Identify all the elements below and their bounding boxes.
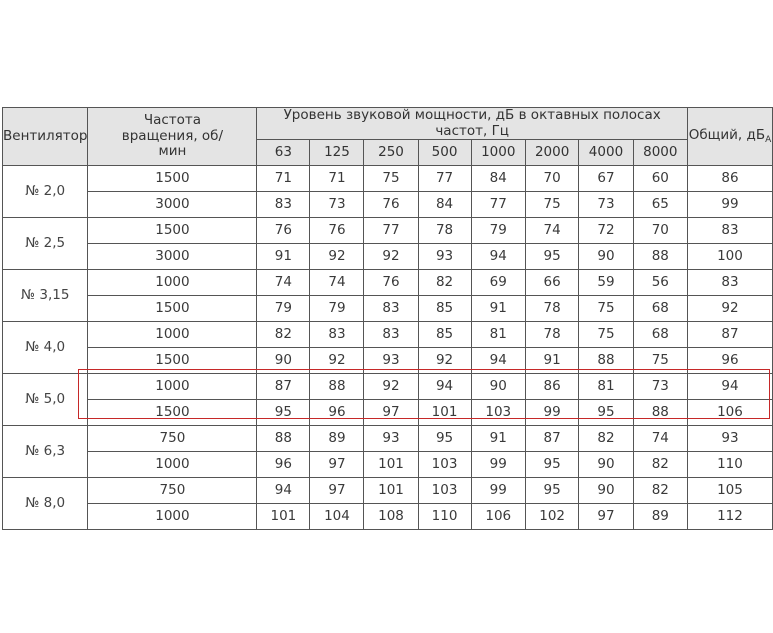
sound-level-cell: 96 — [257, 452, 310, 478]
sound-level-cell: 94 — [471, 244, 525, 270]
total-cell: 99 — [687, 192, 772, 218]
speed-cell: 1000 — [88, 452, 257, 478]
sound-level-cell: 56 — [633, 270, 687, 296]
table-row — [3, 478, 773, 504]
sound-level-cell: 85 — [418, 322, 471, 348]
sound-level-cell: 83 — [364, 322, 418, 348]
sound-level-cell: 74 — [310, 270, 364, 296]
sound-level-cell: 68 — [633, 322, 687, 348]
sound-level-cell: 95 — [257, 400, 310, 426]
sound-level-cell: 110 — [418, 504, 471, 530]
header-total-label: Общий, дБ — [688, 126, 766, 143]
sound-level-cell: 70 — [525, 166, 578, 192]
sound-level-cell: 83 — [310, 322, 364, 348]
sound-level-cell: 60 — [633, 166, 687, 192]
sound-level-cell: 83 — [257, 192, 310, 218]
sound-level-cell: 73 — [310, 192, 364, 218]
sound-level-cell: 78 — [418, 218, 471, 244]
sound-level-cell: 86 — [525, 374, 578, 400]
sound-level-cell: 74 — [633, 426, 687, 452]
header-frequency: 1000 — [471, 140, 525, 166]
sound-level-cell: 93 — [364, 348, 418, 374]
sound-level-cell: 101 — [257, 504, 310, 530]
table-row — [3, 426, 773, 452]
total-cell: 86 — [687, 166, 772, 192]
sound-level-cell: 84 — [418, 192, 471, 218]
sound-level-cell: 75 — [579, 322, 633, 348]
table-row — [3, 218, 773, 244]
sound-level-cell: 75 — [364, 166, 418, 192]
fan-model-cell: № 6,3 — [3, 426, 88, 478]
sound-level-cell: 78 — [525, 322, 578, 348]
sound-level-cell: 90 — [471, 374, 525, 400]
speed-cell: 1000 — [88, 270, 257, 296]
header-fan: Вентилятор — [3, 108, 88, 166]
sound-level-cell: 104 — [310, 504, 364, 530]
header-frequency: 2000 — [525, 140, 578, 166]
sound-level-cell: 91 — [471, 296, 525, 322]
total-cell: 92 — [687, 296, 772, 322]
header-frequency: 125 — [310, 140, 364, 166]
table-row — [3, 452, 773, 478]
sound-level-cell: 77 — [471, 192, 525, 218]
speed-cell: 750 — [88, 478, 257, 504]
fan-model-cell: № 4,0 — [3, 322, 88, 374]
sound-level-cell: 82 — [633, 478, 687, 504]
fan-model-cell: № 3,15 — [3, 270, 88, 322]
total-cell: 94 — [687, 374, 772, 400]
total-cell: 87 — [687, 322, 772, 348]
sound-level-cell: 94 — [257, 478, 310, 504]
table-row — [3, 322, 773, 348]
sound-level-cell: 73 — [579, 192, 633, 218]
sound-level-cell: 76 — [257, 218, 310, 244]
header-frequency: 500 — [418, 140, 471, 166]
sound-level-cell: 82 — [633, 452, 687, 478]
fan-model-cell: № 5,0 — [3, 374, 88, 426]
sound-level-cell: 77 — [364, 218, 418, 244]
sound-level-cell: 92 — [364, 244, 418, 270]
total-cell: 105 — [687, 478, 772, 504]
table-row — [3, 244, 773, 270]
sound-level-cell: 76 — [364, 192, 418, 218]
fan-model-cell: № 8,0 — [3, 478, 88, 530]
sound-level-cell: 95 — [579, 400, 633, 426]
table-row — [3, 192, 773, 218]
total-cell: 83 — [687, 270, 772, 296]
table-row — [3, 270, 773, 296]
sound-level-cell: 77 — [418, 166, 471, 192]
total-cell: 93 — [687, 426, 772, 452]
total-cell: 100 — [687, 244, 772, 270]
sound-level-cell: 84 — [471, 166, 525, 192]
sound-level-cell: 74 — [257, 270, 310, 296]
sound-level-cell: 95 — [418, 426, 471, 452]
noise-table — [2, 107, 773, 530]
sound-level-cell: 90 — [579, 452, 633, 478]
sound-level-cell: 79 — [310, 296, 364, 322]
sound-level-cell: 88 — [310, 374, 364, 400]
sound-level-cell: 93 — [364, 426, 418, 452]
sound-level-cell: 67 — [579, 166, 633, 192]
speed-cell: 1500 — [88, 218, 257, 244]
sound-level-cell: 68 — [633, 296, 687, 322]
sound-level-cell: 66 — [525, 270, 578, 296]
speed-cell: 1500 — [88, 296, 257, 322]
sound-level-cell: 95 — [525, 244, 578, 270]
sound-level-cell: 95 — [525, 452, 578, 478]
sound-level-cell: 101 — [364, 452, 418, 478]
total-cell: 110 — [687, 452, 772, 478]
sound-level-cell: 88 — [579, 348, 633, 374]
total-cell: 112 — [687, 504, 772, 530]
header-total — [687, 108, 772, 166]
sound-level-cell: 96 — [310, 400, 364, 426]
sound-level-cell: 103 — [418, 478, 471, 504]
sound-level-cell: 106 — [471, 504, 525, 530]
sound-level-cell: 92 — [310, 348, 364, 374]
sound-level-cell: 83 — [364, 296, 418, 322]
sound-level-cell: 91 — [525, 348, 578, 374]
sound-level-cell: 65 — [633, 192, 687, 218]
sound-level-cell: 76 — [310, 218, 364, 244]
sound-level-cell: 89 — [633, 504, 687, 530]
total-cell: 106 — [687, 400, 772, 426]
sound-level-cell: 70 — [633, 218, 687, 244]
table-row — [3, 504, 773, 530]
speed-cell: 1500 — [88, 400, 257, 426]
sound-level-cell: 90 — [579, 244, 633, 270]
header-frequency: 8000 — [633, 140, 687, 166]
speed-cell: 1000 — [88, 322, 257, 348]
sound-level-cell: 91 — [471, 426, 525, 452]
speed-cell: 1500 — [88, 348, 257, 374]
sound-level-cell: 99 — [525, 400, 578, 426]
sound-level-cell: 71 — [257, 166, 310, 192]
sound-level-cell: 69 — [471, 270, 525, 296]
header-frequency: 250 — [364, 140, 418, 166]
table-header — [3, 108, 773, 166]
header-sound-level: Уровень звуковой мощности, дБ в октавных полосах частот, Гц — [257, 108, 688, 140]
sound-level-cell: 99 — [471, 478, 525, 504]
sound-level-cell: 90 — [579, 478, 633, 504]
header-total-subscript: А — [765, 134, 772, 145]
sound-level-cell: 97 — [364, 400, 418, 426]
sound-level-cell: 97 — [310, 452, 364, 478]
header-frequency: 63 — [257, 140, 310, 166]
sound-level-cell: 99 — [471, 452, 525, 478]
sound-level-cell: 82 — [579, 426, 633, 452]
sound-level-cell: 71 — [310, 166, 364, 192]
speed-cell: 1500 — [88, 166, 257, 192]
sound-level-cell: 92 — [364, 374, 418, 400]
sound-level-cell: 59 — [579, 270, 633, 296]
sound-level-cell: 87 — [257, 374, 310, 400]
sound-level-cell: 92 — [418, 348, 471, 374]
speed-cell: 3000 — [88, 244, 257, 270]
sound-level-cell: 81 — [579, 374, 633, 400]
sound-level-cell: 75 — [525, 192, 578, 218]
header-speed: Частота вращения, об/мин — [88, 108, 257, 166]
speed-cell: 1000 — [88, 504, 257, 530]
table-row — [3, 400, 773, 426]
sound-level-cell: 94 — [418, 374, 471, 400]
total-cell: 83 — [687, 218, 772, 244]
sound-level-cell: 87 — [525, 426, 578, 452]
sound-level-cell: 97 — [579, 504, 633, 530]
sound-level-cell: 78 — [525, 296, 578, 322]
sound-level-cell: 85 — [418, 296, 471, 322]
fan-model-cell: № 2,5 — [3, 218, 88, 270]
sound-level-cell: 81 — [471, 322, 525, 348]
sound-level-cell: 79 — [471, 218, 525, 244]
sound-level-cell: 72 — [579, 218, 633, 244]
sound-level-cell: 73 — [633, 374, 687, 400]
sound-level-cell: 82 — [257, 322, 310, 348]
sound-level-cell: 75 — [579, 296, 633, 322]
sound-level-cell: 94 — [471, 348, 525, 374]
total-cell: 96 — [687, 348, 772, 374]
sound-level-cell: 82 — [418, 270, 471, 296]
sound-level-cell: 103 — [418, 452, 471, 478]
sound-level-cell: 79 — [257, 296, 310, 322]
speed-cell: 1000 — [88, 374, 257, 400]
table-body — [3, 166, 773, 530]
sound-level-cell: 76 — [364, 270, 418, 296]
sound-level-cell: 88 — [633, 244, 687, 270]
speed-cell: 750 — [88, 426, 257, 452]
sound-level-cell: 102 — [525, 504, 578, 530]
sound-level-cell: 90 — [257, 348, 310, 374]
header-frequency: 4000 — [579, 140, 633, 166]
sound-level-cell: 97 — [310, 478, 364, 504]
sound-level-cell: 88 — [633, 400, 687, 426]
sound-level-cell: 108 — [364, 504, 418, 530]
table-row — [3, 374, 773, 400]
speed-cell: 3000 — [88, 192, 257, 218]
sound-level-cell: 103 — [471, 400, 525, 426]
sound-level-cell: 89 — [310, 426, 364, 452]
sound-level-cell: 75 — [633, 348, 687, 374]
sound-level-cell: 88 — [257, 426, 310, 452]
sound-level-cell: 101 — [418, 400, 471, 426]
table-row — [3, 296, 773, 322]
fan-model-cell: № 2,0 — [3, 166, 88, 218]
sound-level-cell: 95 — [525, 478, 578, 504]
sound-level-cell: 92 — [310, 244, 364, 270]
sound-level-cell: 93 — [418, 244, 471, 270]
sound-level-cell: 74 — [525, 218, 578, 244]
table-row — [3, 348, 773, 374]
sound-level-cell: 101 — [364, 478, 418, 504]
sound-level-cell: 91 — [257, 244, 310, 270]
table-row — [3, 166, 773, 192]
